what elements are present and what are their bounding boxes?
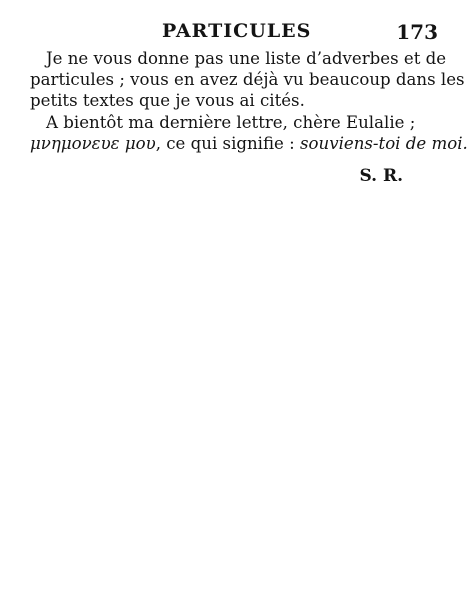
translation-intro: , ce qui signifie : bbox=[155, 133, 301, 153]
greek-phrase: μνημονευε μου bbox=[30, 133, 156, 153]
running-head bbox=[30, 20, 438, 46]
paragraph-1-line-3: petits textes que je vous ai cités. bbox=[30, 91, 305, 111]
signature: S. R. bbox=[359, 166, 403, 186]
page-number: 173 bbox=[396, 20, 438, 44]
paragraph-1-line-2: particules ; vous en avez déjà vu beaucoup dans les bbox=[30, 70, 465, 90]
paragraph-1-line-1: Je ne vous donne pas une liste d’adverbes et de bbox=[46, 49, 447, 68]
translation-phrase: souviens-toi de moi. bbox=[300, 133, 468, 153]
running-title: PARTICULES bbox=[162, 20, 312, 42]
paragraph-2-line-1: A bientôt ma dernière lettre, chère Eulalie ; bbox=[46, 112, 416, 132]
body-text bbox=[30, 48, 468, 154]
paragraph-2-line-2 bbox=[30, 133, 468, 154]
